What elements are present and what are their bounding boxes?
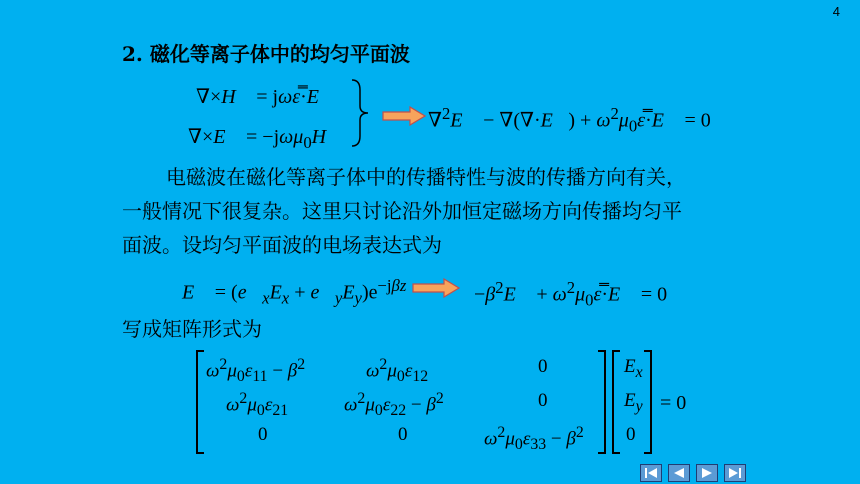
paragraph-line-1: 电磁波在磁化等离子体中的传播特性与波的传播方向有关， bbox=[166, 165, 686, 189]
wave-equation: ∇$^2$E⃗ − ∇(∇·E⃗) + $\omega^2\mu_0\varepsilon̿\cdot E⃗ = 0$ bbox=[428, 104, 711, 136]
matrix-cell: $\omega^2\mu_0\varepsilon_{11} - \beta^2$ bbox=[206, 356, 306, 386]
vector-cell: $E_x$ bbox=[624, 356, 643, 381]
paragraph-line-2: 一般情况下很复杂。这里只讨论沿外加恒定磁场方向传播均匀平 bbox=[122, 199, 682, 223]
vector-cell: $E_y$ bbox=[624, 390, 643, 415]
vector-right-bracket bbox=[644, 350, 652, 454]
curl-h-equation: ∇×H⃗ = jωε̿·E⃗ bbox=[196, 86, 335, 108]
coefficient-matrix bbox=[196, 350, 606, 454]
matrix-cell: 0 bbox=[398, 424, 408, 445]
implies-arrow bbox=[382, 106, 426, 126]
matrix-intro: 写成矩阵形式为 bbox=[122, 317, 262, 341]
section-heading: 2. 磁化等离子体中的均匀平面波 bbox=[122, 42, 410, 66]
matrix-cell: 0 bbox=[258, 424, 268, 445]
implies-arrow-2 bbox=[412, 278, 460, 298]
skip-forward-icon bbox=[728, 467, 742, 479]
skip-back-icon bbox=[644, 467, 658, 479]
triangle-left-icon bbox=[672, 467, 686, 479]
matrix-left-bracket bbox=[196, 350, 204, 454]
matrix-cell: $\omega^2\mu_0\varepsilon_{12}$ bbox=[366, 356, 429, 386]
next-page-button[interactable] bbox=[696, 464, 718, 482]
vector-cell: 0 bbox=[626, 424, 636, 445]
matrix-cell: $\omega^2\mu_0\varepsilon_{22} - \beta^2$ bbox=[344, 390, 444, 420]
reduced-equation: $-\beta^2E⃗$ + $\omega^2\mu_0\varepsilon̿\cdot E⃗ = 0$ bbox=[474, 278, 668, 310]
matrix-cell: $\omega^2\mu_0\varepsilon_{33} - \beta^2$ bbox=[484, 424, 584, 454]
previous-page-button[interactable] bbox=[668, 464, 690, 482]
paragraph-line-3: 面波。设均匀平面波的电场表达式为 bbox=[122, 233, 442, 257]
last-page-button[interactable] bbox=[724, 464, 746, 482]
matrix-right-bracket bbox=[598, 350, 606, 454]
matrix-cell: 0 bbox=[538, 390, 548, 411]
triangle-right-icon bbox=[700, 467, 714, 479]
vector-left-bracket bbox=[612, 350, 620, 454]
field-vector bbox=[612, 350, 652, 454]
curl-e-equation: ∇×E⃗ = −jωμ$_0$H⃗ bbox=[188, 126, 342, 152]
first-page-button[interactable] bbox=[640, 464, 662, 482]
page-number: 4 bbox=[832, 4, 840, 19]
matrix-cell: 0 bbox=[538, 356, 548, 377]
slide-navigation bbox=[640, 464, 746, 482]
matrix-cell: $\omega^2\mu_0\varepsilon_{21}$ bbox=[226, 390, 289, 420]
field-expression: E⃗ = ($e⃗_xE_x$ + $e⃗_yE_y)e^{-j\beta z}$ bbox=[182, 276, 407, 308]
matrix-rhs: = 0 bbox=[660, 392, 687, 414]
right-brace bbox=[350, 78, 370, 148]
